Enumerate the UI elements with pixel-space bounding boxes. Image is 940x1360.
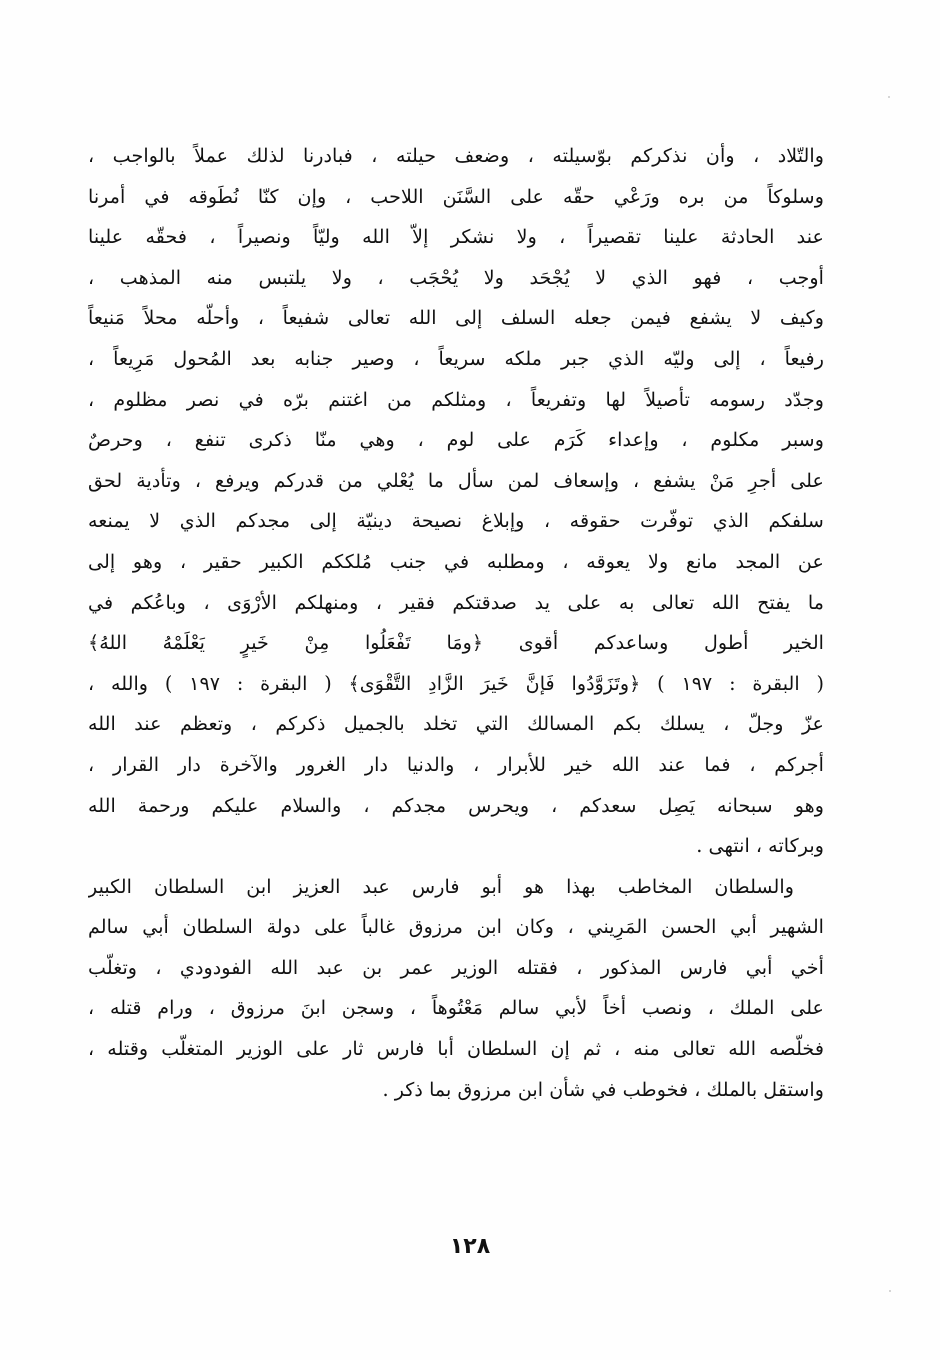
text-line: على الملك ، ونصب أخاً لأبي سالم مَعْتُوهاً ، وسجن ابنَ مرزوق ، ورام قتله ، [88, 996, 824, 1020]
scan-speck [889, 1290, 891, 1292]
paragraph-2 [88, 867, 824, 1111]
text-line: عزّ وجلّ ، يسلك بكم المسالك التي تخلد بالجميل ذكركم ، وتعظم عند الله [88, 712, 824, 736]
text-line: على أجرِ مَنْ يشفع ، وإسعاف لمن سأل ما يُعْلي من قدركم ويرفع ، وتأدية لحق [88, 468, 824, 492]
text-line: وهو سبحانه يَصِل سعدكم ، ويحرس مجدكم ، والسلام عليكم ورحمة الله [88, 793, 824, 817]
page-number: ١٢٨ [449, 1234, 491, 1259]
text-line: سلفكم الذي توفّرت حقوقه ، وإبلاغ نصيحة دينيّة إلى مجدكم الذي لا يمنعه [88, 509, 824, 533]
paragraph-1 [88, 136, 824, 867]
text-line: أوجب ، فهو الذي لا يُجْحَد ولا يُحْجَب ، ولا يلتبس منه المذهب ، [88, 265, 824, 289]
text-line: ما يفتح الله تعالى به على يد صدقتكم فقير ، ومنهلكم الأرْوَى ، وباعُكم في [88, 590, 824, 614]
text-line: ( البقرة : ١٩٧ ) ﴿وتَزَوَّدُوا فَإنَّ خَيرَ الزَّادِ التَّقْوَى﴾ ( البقرة : ١٩٧ ) والله ، [88, 671, 824, 695]
text-line: وبركاته ، انتهى . [696, 834, 824, 858]
text-line: عن المجد مانع ولا يعوقه ، ومطلبه في جنب مُلككم الكبير حقير ، وهو إلى [88, 549, 824, 573]
body-text [88, 136, 824, 1110]
text-line: وكيف لا يشفع فيمن جعله السلف إلى الله تعالى شفيعاً ، وأحلّه محلاً مَنيعاً [88, 306, 824, 330]
scan-speck [888, 96, 890, 98]
text-line: وسلوكاً من بره ورَعْي حقّه على السَّنَن اللاحب ، وإن كنّا نُطَوقه في أمرنا [88, 184, 824, 208]
text-line: والسلطان المخاطب بهذا هو أبو فارس عبد العزيز ابن السلطان الكبير [88, 874, 794, 898]
text-line: فخلّصه الله تعالى منه ، ثم إن السلطان أبا فارس ثار على الوزير المتغلّب وقتله ، [88, 1037, 824, 1061]
text-line: أخي أبي فارس المذكور ، فقتله الوزير عمر بن عبد الله الفودودي ، وتغلّب [88, 955, 824, 979]
text-line: عند الحادثة علينا تقصيراً ، ولا نشكر إلاّ الله وليّاً ونصيراً ، فحقّه علينا [88, 225, 824, 249]
text-line: الشهير أبي الحسن المَرِيني ، وكان ابن مرزوق غالباً على دولة السلطان أبي سالم [88, 915, 824, 939]
text-line: وسبر مكلوم ، وإعداء كَرَم على لوم ، وهي منّا ذكرى تنفع ، وحرصٌ [88, 428, 824, 452]
text-line: والتّلاد ، وأن نذكركم بوّسيلته ، وضعف حيلته ، فبادرنا لذلك عملاً بالواجب ، [88, 144, 824, 167]
text-line: وجدّد رسومه تأصيلاً لها وتفريعاً ، ومثلكم من اغتنم برّه في نصر مظلوم ، [88, 387, 824, 411]
text-line: واستقل بالملك ، فخوطب في شأن ابن مرزوق بما ذكر . [382, 1077, 824, 1101]
text-line: أجركم ، فما عند الله خير للأبرار ، والدنيا دار الغرور والآخرة دار القرار ، [88, 752, 824, 776]
text-line: رفيعاً ، إلى وليّه الذي جبر ملكه سريعاً ، وصير جنابه بعد المُحول مَرِيعاً ، [88, 346, 824, 370]
text-line: الخير أطول وساعدكم أقوى ﴿ومَا تَفْعَلُوا مِنْ خَيرٍ يَعْلَمْهُ اللهُ﴾ [88, 631, 824, 655]
